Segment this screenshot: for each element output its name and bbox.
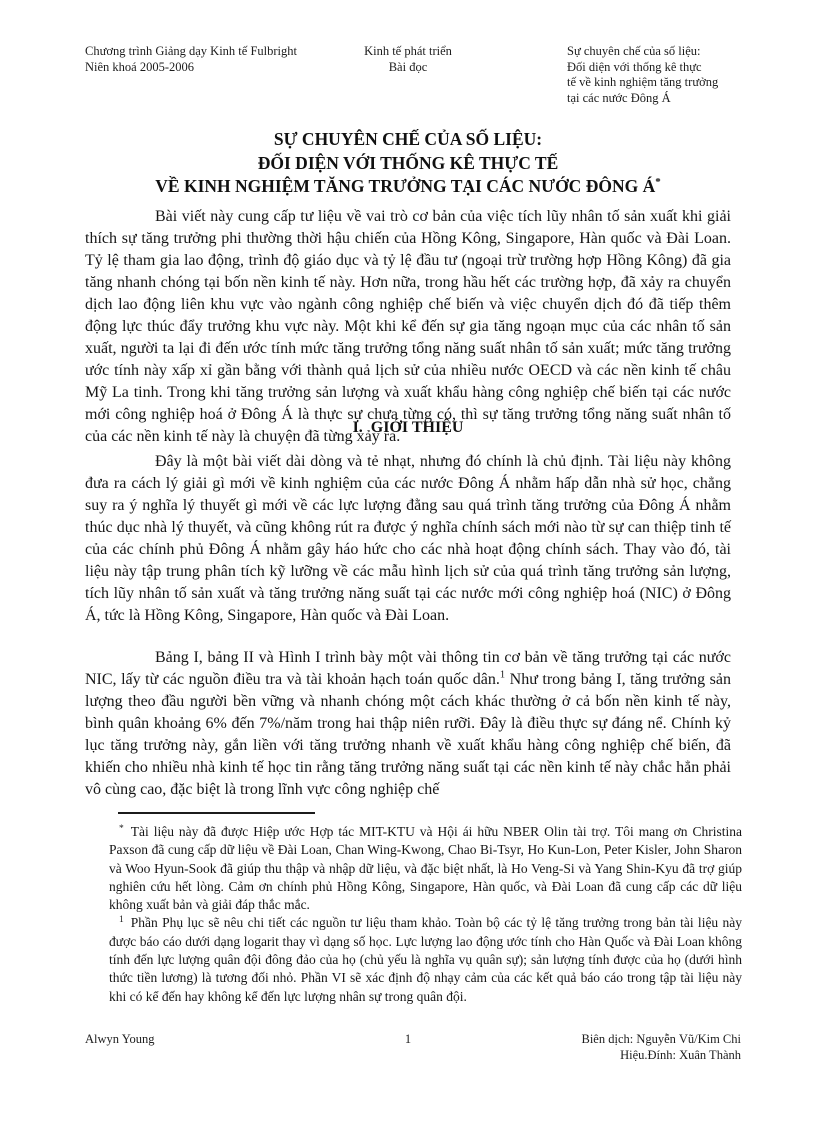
page-number: 1	[404, 1032, 412, 1046]
footnotes-section	[109, 823, 742, 1006]
body-paragraph-1: Đây là một bài viết dài dòng và tẻ nhạt, nhưng đó chính là chủ định. Tài liệu này không đưa ra cách lý giải gì mới về kinh nghiệm của các nước Đông Á nhằm hấp dẫn nhà sử học, chẳng suy ra ý nghĩa lý thuyết gì mới về các lực lượng đằng sau quá trình tăng trưởng của Đông Á nhằm thúc dục nhà lý thuyết, và cũng không rút ra được ý nghĩa chính sách mới nào từ sự can thiệp tinh tế của các chính phủ Đông Á nhằm gây háo hức cho các nhà hoạt động chính sách. Thay vào đó, tài liệu này tập trung phân tích kỹ lưỡng về các mẫu hình lịch sử của quá trình tăng trưởng sản lượng, tích lũy nhân tố sản xuất và tăng trưởng năng suất tại các nước mới công nghiệp hoá (NIC) ở Đông Á, tức là Hồng Kông, Singapore, Hàn quốc và Đài Loan.	[85, 453, 731, 624]
header-doc-title-line: tế về kinh nghiệm tăng trưởng	[567, 75, 719, 89]
footnote-separator	[118, 812, 315, 814]
section-heading-introduction: I. GIỚI THIỆU	[352, 419, 464, 436]
footnote-marker: 1	[119, 914, 124, 925]
abstract-paragraph: Bài viết này cung cấp tư liệu về vai trò cơ bản của việc tích lũy nhân tố sản xuất khi giải thích sự tăng trưởng phi thường thời hậu chiến của Hồng Kông, Singapore, Hàn quốc và Đài Loan. Tỷ lệ tham gia lao động, trình độ giáo dục và tỷ lệ đầu tư (ngoại trừ trường hợp Hồng Kông) đã gia tăng nhanh chóng tại bốn nền kinh tế này. Hơn nữa, trong hầu hết các trường hợp, đã xảy ra chuyển dịch lao động liên khu vực vào ngành công nghiệp chế biến và việc chuyển dịch đó đã tiếp thêm động lực thúc đẩy trưởng khu vực này. Một khi kể đến sự gia tăng ngoạn mục của các nhân tố sản xuất, người ta lại đi đến ước tính mức tăng trưởng tổng năng suất nhân tố sản xuất; mức tăng trưởng ước tính này xấp xỉ gần bằng với thành quả lịch sử của nhiều nước OECD và các nền kinh tế châu Mỹ La tinh. Trong khi tăng trưởng sản lượng và xuất khẩu hàng công nghiệp chế biến tại các nước mới công nghiệp hoá ở Đông Á là thực sự chưa từng có, thì sự tăng trưởng tổng năng suất nhân tố của các nền kinh tế này là chuyện đã từng xảy ra.	[85, 208, 731, 445]
page-title	[85, 128, 731, 199]
header-doc-type: Bài đọc	[388, 59, 428, 74]
body-paragraph-2	[85, 647, 731, 801]
header-academic-year: Niên khoá 2005-2006	[85, 59, 195, 74]
paragraph-text: Như trong bảng I, tăng trưởng sản lượng theo đầu người bền vững và nhanh chóng một cách khác thường ở cả bốn nền kinh tế này, bình quân khoảng 6% đến 7%/năm trong hai thập niên rưỡi. Đây là điều thực sự đáng nể. Chính kỷ lục tăng trưởng này, gắn liền với tăng trưởng nhanh về xuất khẩu hàng công nghiệp chế biến, đã khiến cho nhiều nhà kinh tế học tin rằng tăng trưởng năng suất tại các nền kinh tế này chắc hẳn phải vô cùng cao, đặc biệt là trong lĩnh vực công nghiệp chế	[85, 671, 732, 798]
title-line-3: VỀ KINH NGHIỆM TĂNG TRƯỞNG TẠI CÁC NƯỚC ĐÔNG Á*	[155, 176, 661, 196]
header-program-name: Chương trình Giảng dạy Kinh tế Fulbright	[85, 44, 297, 58]
header-course-name: Kinh tế phát triển	[364, 44, 452, 58]
footnote-reference-1: 1	[499, 669, 506, 681]
footnote-text: Phần Phụ lục sẽ nêu chi tiết các nguồn tư liệu tham khảo. Toàn bộ các tỷ lệ tăng trưởng trong bản tài liệu này được báo cáo dưới dạng logarit thay vì dạng số học. Lực lượng lao động ước tính cho Hàn Quốc và Đài Loan không tính đến lực lượng quân đội đông đảo của họ (chủ yếu là nghĩa vụ quân sự); sản lượng tính được của họ (dưới hình thức tiền lương) là tương đối nhỏ. Phần VI sẽ xác định độ nhạy cảm của các kết quả báo cáo trong tập tài liệu này khi có kể đến hay không kể đến lực lượng nhân sự trong quân đội.	[109, 915, 742, 1004]
paragraph-text: Bảng I, bảng II và Hình I trình bày một vài thông tin cơ bản về tăng trưởng tại các nước NIC, lấy từ các nguồn điều tra và tài khoản hạch toán quốc dân.	[85, 649, 731, 688]
footer-editor: Hiệu.Đính: Xuân Thành	[620, 1048, 741, 1062]
header-right	[567, 44, 739, 106]
footer-translator: Biên dịch: Nguyễn Vũ/Kim Chi	[581, 1032, 741, 1046]
footnote-text: Tài liệu này đã được Hiệp ước Hợp tác MIT-KTU và Hội ái hữu NBER Olin tài trợ. Tôi mang ơn Christina Paxson đã cung cấp dữ liệu về Đài Loan, Chan Wing-Kwong, Chao Bi-Tsyr, Ho Kun-Lon, Peter Kisler, John Sharon và Woo Hyun-Sook đã giúp thu thập và nhập dữ liệu, và đặc biệt nhất, là Ho Veng-Si và Yang Shin-Kyu đã trợ giúp nghiên cứu hết lòng. Cảm ơn chính phủ Hồng Kông, Singapore, Hàn quốc, và Đài Loan đã cung cấp các dữ liệu không xuất bản và giải đáp thắc mắc.	[109, 824, 742, 913]
footer-author: Alwyn Young	[85, 1032, 155, 1046]
title-line-2: ĐỐI DIỆN VỚI THỐNG KÊ THỰC TẾ	[257, 152, 559, 173]
header-doc-title-line: Đối diện với thống kê thực	[567, 59, 702, 74]
footnote-1	[109, 914, 742, 1005]
footer-credits	[582, 1031, 742, 1063]
title-line-1: SỰ CHUYÊN CHẾ CỦA SỐ LIỆU:	[273, 129, 543, 149]
footnote-marker: *	[119, 823, 124, 834]
footnote-asterisk	[109, 823, 742, 914]
title-footnote-marker: *	[655, 176, 661, 189]
header-doc-title-line: Sự chuyên chế của số liệu:	[567, 44, 701, 58]
header-doc-title-line: tại các nước Đông Á	[567, 90, 671, 105]
